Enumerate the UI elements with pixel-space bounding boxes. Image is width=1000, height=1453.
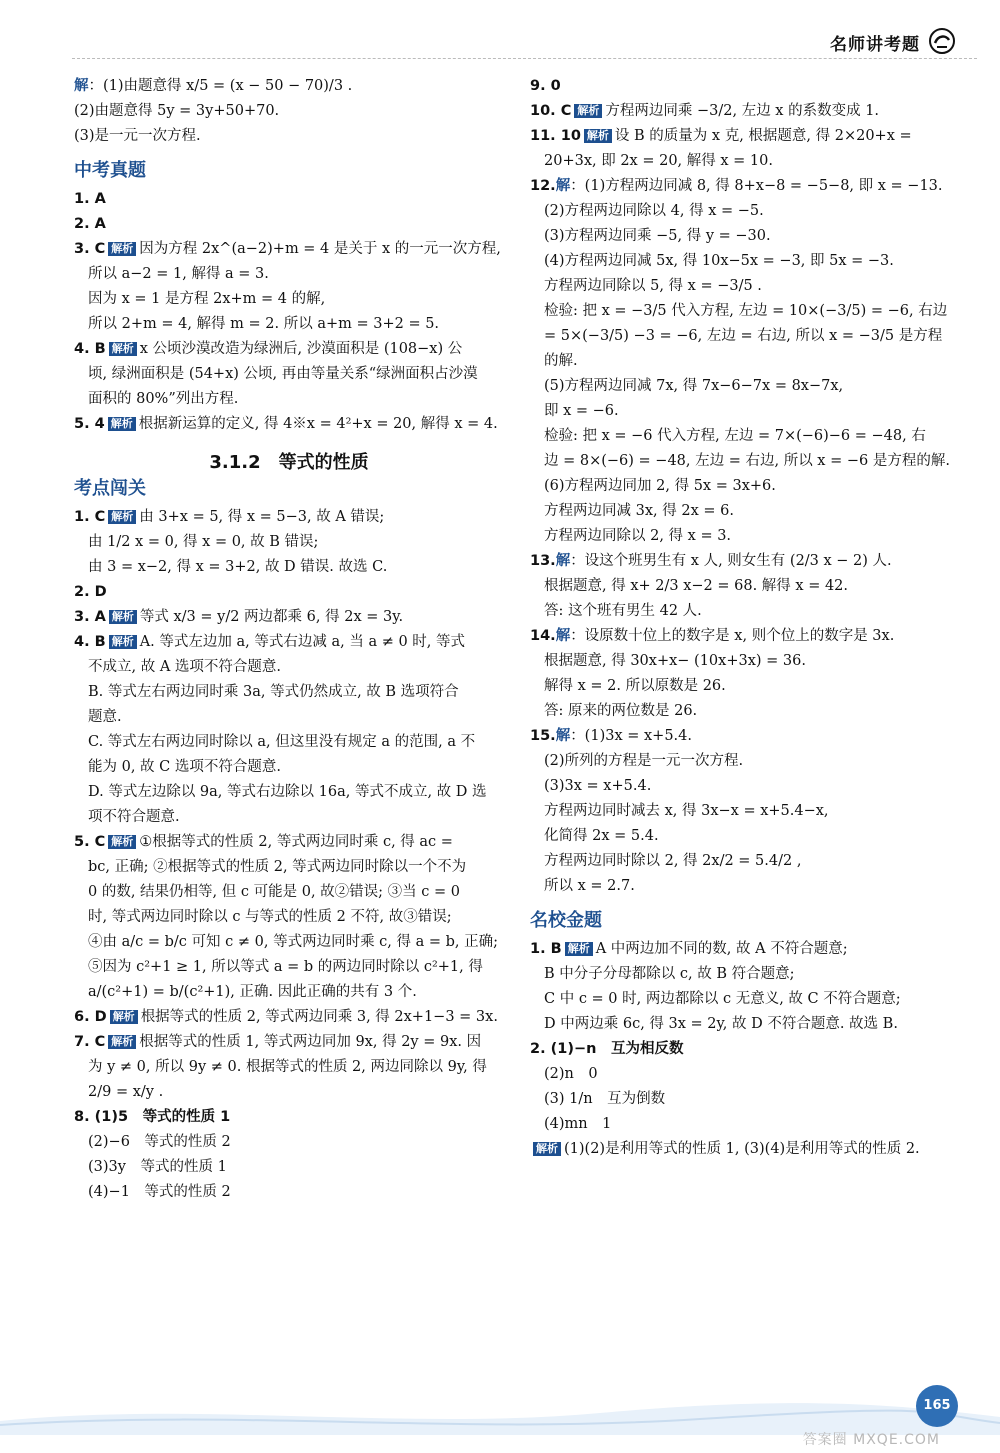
answer-b2: 2. (1)−n 互为相反数 (2)n 0 (3) 1/n 互为倒数 (4)mn 1 解析 (1)(2)是利用等式的性质 1, (3)(4)是利用等式的性质 2. [530, 1041, 920, 1157]
analysis-badge: 解析 [584, 129, 612, 143]
answer-3: 3. C 解析 因为方程 2x^(a−2)+m = 4 是关于 x 的一元一次方程, 所以 a−2 = 1, 解得 a = 3. 因为 x = 1 是方程 2x+m = 4 的解, 所以 2+m = 4, 解得 m = 2. 所以 a+m = 3+2 = 5. [74, 241, 501, 332]
answer-p8: 8. (1)5 等式的性质 1 (2)−6 等式的性质 2 (3)3y 等式的性质 1 (4)−1 等式的性质 2 [74, 1109, 231, 1200]
page-number: 165 [916, 1385, 958, 1427]
analysis-badge: 解析 [109, 610, 137, 624]
solution-badge: 解 [555, 178, 571, 194]
analysis-badge: 解析 [110, 1010, 138, 1024]
answer-p4: 4. B 解析 A. 等式左边加 a, 等式右边减 a, 当 a ≠ 0 时, 等式 不成立, 故 A 选项不符合题意. B. 等式左右两边同时乘 3a, 等式仍然成立, 故 B 选项符合 题意. C. 等式左右两边同时除以 a, 但这里没有规定 a 的范围, a 不 能为 0, 故 C 选项不符合题意. D. 等式左边除以 9a, 等式右边除以 16a, 等式不成立, 故 D 选 项不符合题意. [74, 634, 487, 825]
analysis-badge: 解析 [533, 1142, 561, 1156]
answer-5: 5. 4 解析 根据新运算的定义, 得 4※x = 4²+x = 20, 解得 x = 4. [74, 416, 498, 432]
analysis-badge: 解析 [109, 635, 137, 649]
analysis-badge: 解析 [108, 510, 136, 524]
analysis-badge: 解析 [108, 417, 136, 431]
answer-9: 9. 0 [530, 78, 561, 94]
intro-line-2: (2)由题意得 5y = 3y+50+70. [74, 103, 280, 119]
answer-b2-note: (1)(2)是利用等式的性质 1, (3)(4)是利用等式的性质 2. [564, 1141, 920, 1157]
answer-b1: 1. B 解析 A 中两边加不同的数, 故 A 不符合题意; B 中分子分母都除以 c, 故 B 符合题意; C 中 c = 0 时, 两边都除以 c 无意义, 故 C 不符合题意; D 中两边乘 6c, 得 3x = 2y, 故 D 不符合题意. 故选 B. [530, 941, 901, 1032]
brand-logo-icon [928, 27, 956, 55]
answer-12: 12.解：(1)方程两边同减 8, 得 8+x−8 = −5−8, 即 x = −13. (2)方程两边同除以 4, 得 x = −5. (3)方程两边同乘 −5, 得 y = −30. (4)方程两边同减 5x, 得 10x−5x = −3, 即 5x = −3. 方程两边同除以 5, 得 x = −3/5 . 检验: 把 x = −3/5 代入方程, 左边 = 10×(−3/5) = −6, 右边 = 5×(−3/5) −3 = −6, 左边 = 右边, 所以 x = −3/5 是方程 的解. (5)方程两边同减 7x, 得 7x−6−7x = 8x−7x, 即 x = −6. 检验: 把 x = −6 代入方程, 左边 = 7×(−6)−6 = −48, 右 边 = 8×(−6) = −48, 左边 = 右边, 所以 x = −6 是方程的解. (6)方程两边同加 2, 得 5x = 3x+6. 方程两边同减 3x, 得 2x = 6. 方程两边同除以 2, 得 x = 3. [530, 178, 950, 544]
answer-15: 15.解：(1)3x = x+5.4. (2)所列的方程是一元一次方程. (3)3x = x+5.4. 方程两边同时减去 x, 得 3x−x = x+5.4−x, 化简得 2x = 5.4. 方程两边同时除以 2, 得 2x/2 = 5.4/2 , 所以 x = 2.7. [530, 728, 829, 894]
answer-1: 1. A [74, 191, 106, 207]
chapter-title: 3.1.2 等式的性质 [209, 452, 369, 473]
analysis-badge: 解析 [108, 1035, 136, 1049]
answer-p1: 1. C 解析 由 3+x = 5, 得 x = 5−3, 故 A 错误; 由 1/2 x = 0, 得 x = 0, 故 B 错误; 由 3 = x−2, 得 x = 3+2, 故 D 错误. 故选 C. [74, 509, 388, 575]
section-title-kaodian: 考点闯关 [74, 478, 146, 499]
analysis-badge: 解析 [574, 104, 602, 118]
analysis-badge: 解析 [565, 942, 593, 956]
analysis-badge: 解析 [109, 342, 137, 356]
answer-p6: 6. D 解析 根据等式的性质 2, 等式两边同乘 3, 得 2x+1−3 = 3x. [74, 1009, 498, 1025]
answer-p3: 3. A 解析 等式 x/3 = y/2 两边都乘 6, 得 2x = 3y. [74, 609, 404, 625]
section-title-mingxiao: 名校金题 [530, 910, 602, 931]
section-title-zhongkao: 中考真题 [74, 160, 146, 181]
answer-13: 13.解：设这个班男生有 x 人, 则女生有 (2/3 x − 2) 人. 根据题意, 得 x+ 2/3 x−2 = 68. 解得 x = 42. 答: 这个班有男生 42 人. [530, 553, 892, 619]
answer-p2: 2. D [74, 584, 107, 600]
answer-p5: 5. C 解析 ①根据等式的性质 2, 等式两边同时乘 c, 得 ac = bc, 正确; ②根据等式的性质 2, 等式两边同时除以一个不为 0 的数, 结果仍相等, 但 c 可能是 0, 故②错误; ③当 c = 0 时, 等式两边同时除以 c 与等式的性质 2 不符, 故③错误; ④由 a/c = b/c 可知 c ≠ 0, 等式两边同时乘 c, 得 a = b, 正确; ⑤因为 c²+1 ≥ 1, 所以等式 a = b 的两边同时除以 c²+1, 得 a/(c²+1) = b/(c²+1), 正确. 因此正确的共有 3 个. [74, 834, 499, 1000]
answer-p7: 7. C 解析 根据等式的性质 1, 等式两边同加 9x, 得 2y = 9x. 因 为 y ≠ 0, 所以 9y ≠ 0. 根据等式的性质 2, 两边同除以 9y, 得 2/9 = x/y . [74, 1034, 487, 1100]
answer-14: 14.解：设原数十位上的数字是 x, 则个位上的数字是 3x. 根据题意, 得 30x+x− (10x+3x) = 36. 解得 x = 2. 所以原数是 26. 答: 原来的两位数是 26. [530, 628, 895, 719]
solution-badge: 解 [555, 728, 571, 744]
header-rule [72, 58, 977, 59]
analysis-badge: 解析 [108, 242, 136, 256]
intro-line-1: 解：(1)由题意得 x/5 = (x − 50 − 70)/3 . [74, 78, 353, 94]
intro-line-3: (3)是一元一次方程. [74, 128, 201, 144]
answer-4: 4. B 解析 x 公顷沙漠改造为绿洲后, 沙漠面积是 (108−x) 公 顷, 绿洲面积是 (54+x) 公顷, 再由等量关系“绿洲面积占沙漠 面积的 80%”列出方程. [74, 341, 478, 407]
left-column [74, 74, 504, 1205]
answer-10: 10. C 解析 方程两边同乘 −3/2, 左边 x 的系数变成 1. [530, 103, 880, 119]
answer-11: 11. 10 解析 设 B 的质量为 x 克, 根据题意, 得 2×20+x = 20+3x, 即 2x = 20, 解得 x = 10. [530, 128, 912, 169]
solution-badge: 解 [555, 628, 571, 644]
header-brand: 名师讲考题 [830, 35, 920, 55]
solution-badge: 解 [555, 553, 571, 569]
right-column [530, 74, 960, 1162]
analysis-badge: 解析 [108, 835, 136, 849]
answer-2: 2. A [74, 216, 106, 232]
watermark: 答案圈 MXQE.COM [802, 1432, 940, 1448]
solution-badge: 解 [74, 78, 89, 94]
